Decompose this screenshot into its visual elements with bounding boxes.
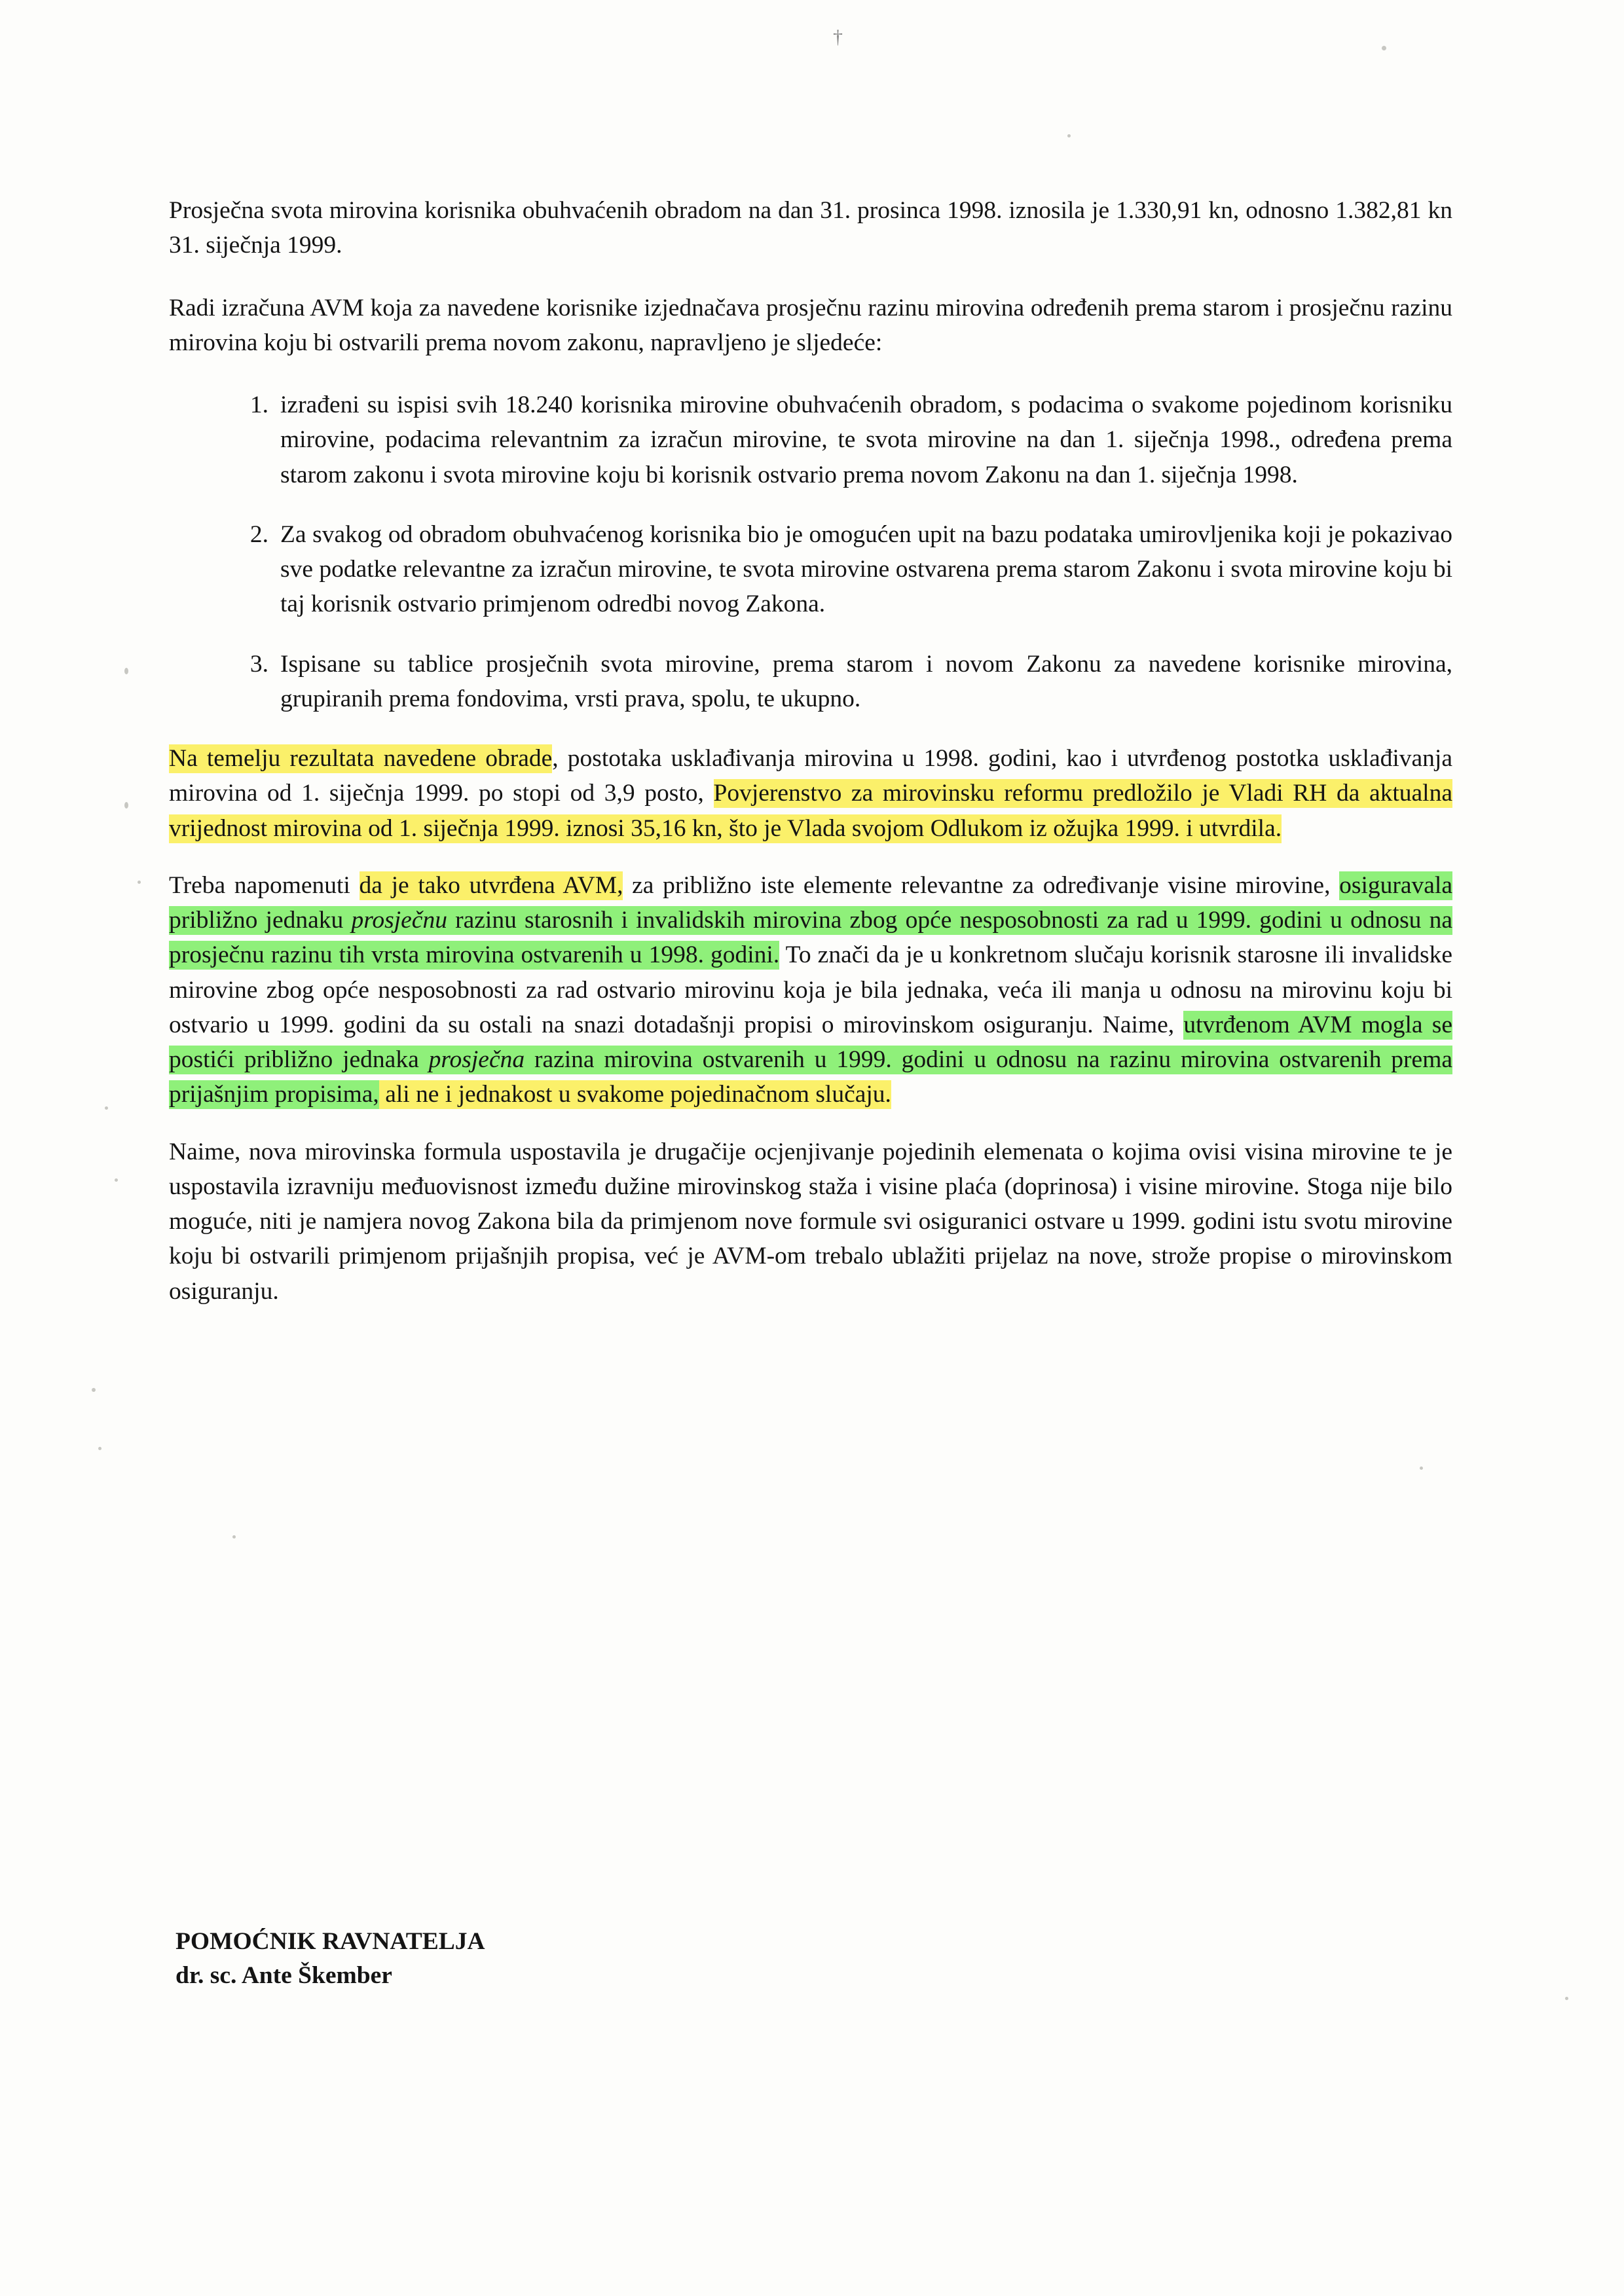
highlight-green-italic: prosječna <box>428 1046 525 1073</box>
paragraph-highlighted-1 <box>169 741 1452 846</box>
scan-mark-top-left: † <box>833 26 843 48</box>
list-item-number: 3. <box>249 650 268 678</box>
scan-speck <box>138 881 141 884</box>
signature-name: dr. sc. Ante Škember <box>175 1961 392 1989</box>
scan-speck <box>1067 134 1071 137</box>
scan-speck <box>124 668 128 674</box>
scan-speck <box>124 802 128 809</box>
paragraph-intro: Prosječna svota mirovina korisnika obuhvaćenih obradom na dan 31. prosinca 1998. iznosila je 1.330,91 kn, odnosno 1.382,81 kn 31. siječnja 1999. <box>169 197 1452 259</box>
highlight-green: razinu starosnih i invalidskih mirovina zbog opće nesposobnosti za rad u 1999. godini u odnosu na prosječnu razinu tih vrsta mirovina ostvarenih u 1998. godini. <box>169 907 1452 969</box>
signature-title: POMOĆNIK RAVNATELJA <box>175 1928 485 1955</box>
scan-speck <box>105 1106 108 1110</box>
scan-speck <box>98 1447 101 1450</box>
highlight-yellow: Povjerenstvo za mirovinsku reformu predložilo je Vladi RH da aktualna vrijednost mirovina od 1. siječnja 1999. iznosi 35,16 kn, što je Vlada svojom Odlukom iz ožujka 1999. i utvrdila. <box>169 780 1452 842</box>
list-item-text: Ispisane su tablice prosječnih svota mirovine, prema starom i novom Zakonu za navedene korisnike mirovina, grupiranih prema fondovima, vrsti prava, spolu, te ukupno. <box>280 650 1452 712</box>
highlight-yellow: Na temelju rezultata navedene obrade <box>169 745 553 772</box>
highlight-green-italic: prosječnu <box>351 907 447 934</box>
scan-speck <box>1420 1467 1423 1470</box>
highlight-yellow: da je tako utvrđena AVM, <box>359 871 623 899</box>
highlight-yellow: ali ne i jednakost u svakome pojedinačnom slučaju. <box>378 1081 891 1108</box>
list-item <box>227 517 1452 622</box>
scan-speck <box>115 1178 118 1182</box>
plain-text: Treba napomenuti <box>169 871 360 899</box>
list-item <box>227 647 1452 717</box>
signature-block <box>175 1925 485 1993</box>
highlight-green: razina mirovina ostvarenih u 1999. godini u odnosu na razinu mirovina ostvarenih prema prijašnjim propisima, <box>169 1046 1453 1108</box>
plain-text: , postotaka usklađivanja mirovina u 1998. godini, kao i utvrđenog postotka usklađivanja mirovina od 1. siječnja 1999. po stopi od 3,9 posto, <box>169 745 1452 807</box>
list-item-number: 1. <box>249 392 268 418</box>
list-item <box>227 388 1452 492</box>
paragraph-second: Radi izračuna AVM koja za navedene korisnike izjednačava prosječnu razinu mirovina određenih prema starom i prosječnu razinu mirovina koju bi ostvarili prema novom zakonu, napravljeno je sljedeće: <box>169 294 1452 356</box>
highlight-green: utvrđenom AVM mogla se postići približno jednaka <box>169 1011 1452 1073</box>
list-item-number: 2. <box>249 520 268 548</box>
plain-text: To znači da je u konkretnom slučaju korisnik starosne ili invalidske mirovine zbog opće nesposobnosti za rad ostvario mirovinu koja je bila jednaka, veća ili manja u odnosu na mirovinu koju bi ostvario u 1999. godini da su ostali na snazi dotadašnji propisi o mirovinskom osiguranju. Naime, <box>169 941 1452 1038</box>
scan-speck <box>232 1535 236 1539</box>
paragraph-last: Naime, nova mirovinska formula uspostavila je drugačije ocjenjivanje pojedinih elemenata o kojima ovisi visina mirovine te je uspostavila izravniju međuovisnost između dužine mirovinskog staža i visine plaća (doprinosa) i visine mirovine. Stoga nije bilo moguće, niti je namjera novog Zakona bila da primjenom nove formule svi osiguranici ostvare u 1999. godini istu svotu mirovine koju bi ostvarili primjenom prijašnjih propisa, već je AVM-om trebalo ublažiti prijelaz na nove, strože propise o mirovinskom osiguranju. <box>169 1138 1452 1305</box>
scan-speck <box>1565 1997 1568 2000</box>
scan-speck <box>1382 46 1386 50</box>
document-body <box>169 193 1452 1331</box>
plain-text: za približno iste elemente relevantne za određivanje visine mirovine, <box>623 871 1340 899</box>
highlight-green: osiguravala približno jednaku <box>169 871 1452 934</box>
list-item-text: Za svakog od obradom obuhvaćenog korisnika bio je omogućen upit na bazu podataka umirovljenika koji je pokazivao sve podatke relevantne za izračun mirovine, te svota mirovine ostvarena prema starom Zakonu i svota mirovine koju bi taj korisnik ostvario primjenom odredbi novog Zakona. <box>280 520 1452 618</box>
scan-speck <box>92 1388 96 1392</box>
numbered-list <box>227 388 1452 716</box>
list-item-text: izrađeni su ispisi svih 18.240 korisnika mirovine obuhvaćenih obradom, s podacima o svakome pojedinom korisniku mirovine, podacima relevantnim za izračun mirovine, te svota mirovine na dan 1. siječnja 1998., određena prema starom zakonu i svota mirovine koju bi korisnik ostvario prema novom Zakonu na dan 1. siječnja 1998. <box>280 392 1452 488</box>
paragraph-highlighted-2 <box>169 868 1452 1112</box>
